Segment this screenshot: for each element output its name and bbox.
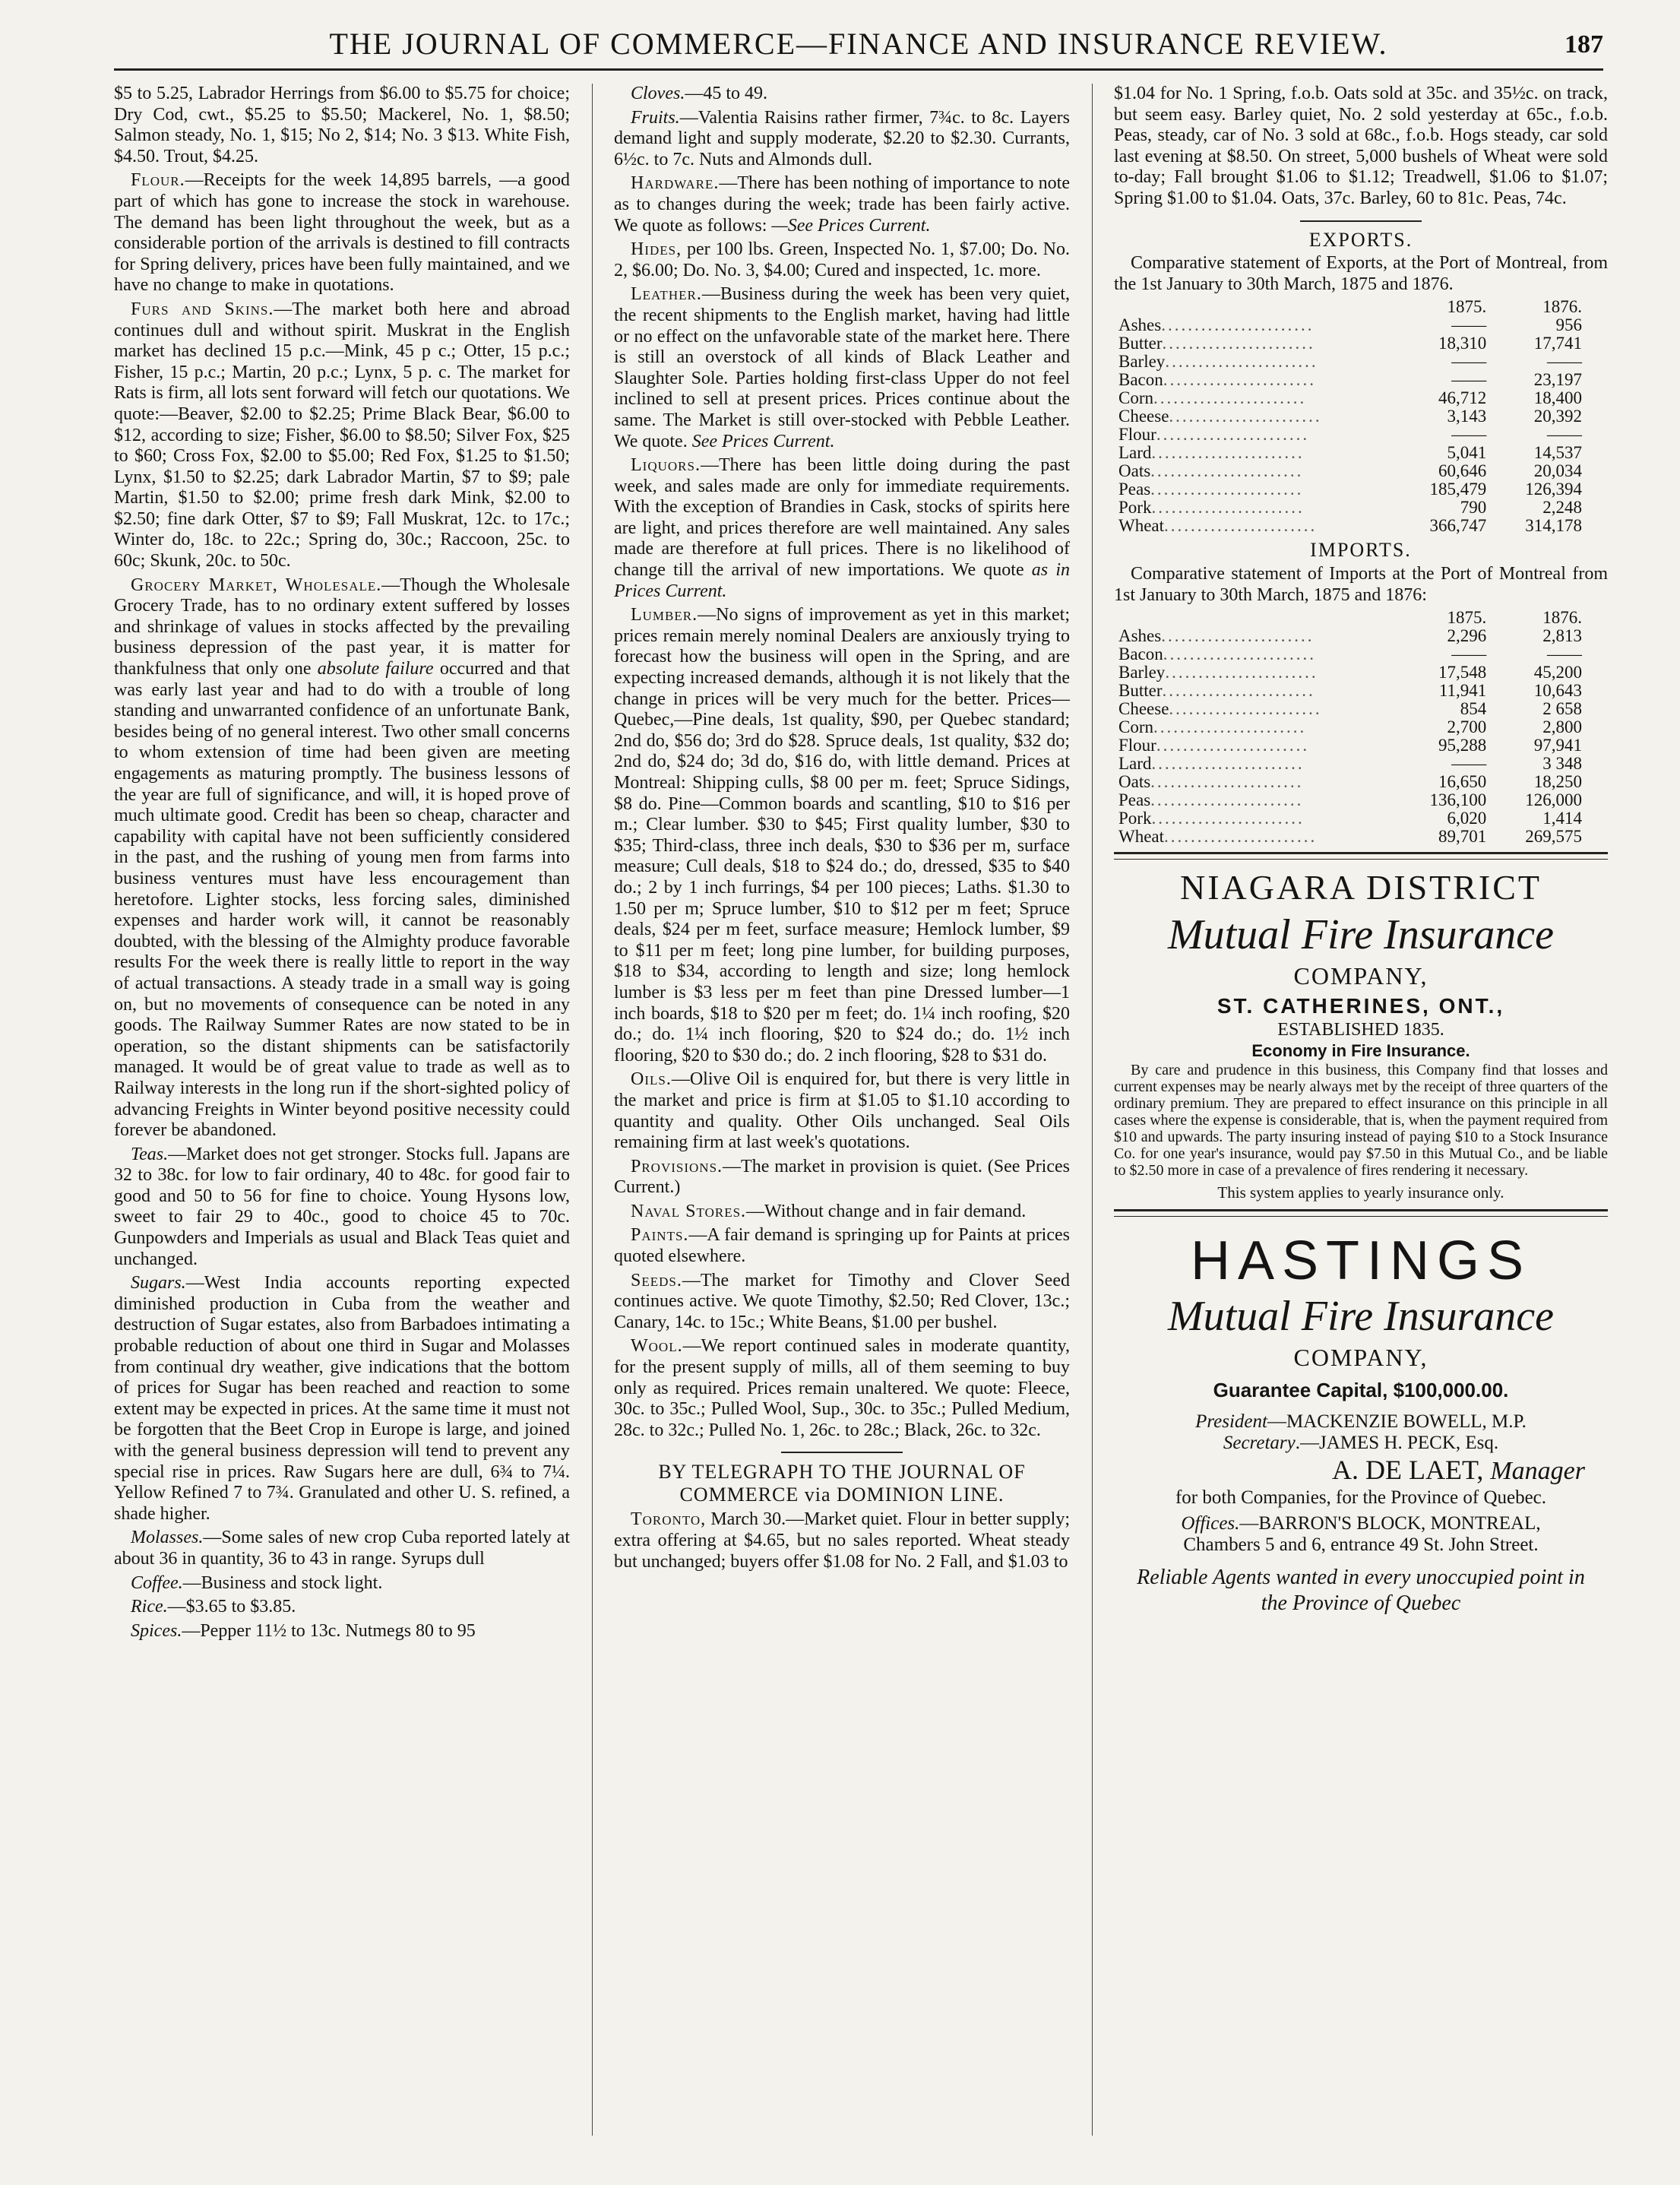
- table-row: [1118, 736, 1590, 755]
- commodity-name: Cheese.......................: [1118, 407, 1322, 426]
- column-markets-2: [614, 84, 1070, 2136]
- commodity-name: Pork.......................: [1118, 809, 1305, 828]
- hardware-see-prices: —See Prices Current.: [771, 215, 931, 236]
- commodity-label: Wheat: [1118, 828, 1165, 847]
- furs-heading: Furs and Skins.: [131, 299, 274, 319]
- commodity-name: Peas.......................: [1118, 480, 1304, 499]
- table-row: [1118, 627, 1590, 645]
- manager-title: Manager: [1490, 1457, 1585, 1486]
- table-row: [1118, 645, 1590, 663]
- niagara-script-title: Mutual Fire Insurance: [1167, 911, 1555, 959]
- grocery-emphasis: absolute failure: [317, 659, 434, 679]
- seeds-paragraph: [614, 1271, 1070, 1334]
- offices-address: —BARRON'S BLOCK, MONTREAL,: [1239, 1513, 1541, 1534]
- commodity-label: Oats: [1118, 773, 1151, 792]
- commodity-label: Cheese: [1118, 407, 1169, 426]
- niagara-established: ESTABLISHED 1835.: [1277, 1020, 1444, 1040]
- advertisement-rule: [1114, 852, 1608, 860]
- commodity-label: Butter: [1118, 682, 1163, 701]
- commodity-name: Butter.......................: [1118, 682, 1315, 701]
- commodity-name: Wheat.......................: [1118, 517, 1318, 536]
- rice-text: —$3.65 to $3.85.: [167, 1597, 296, 1617]
- telegraph-heading: BY TELEGRAPH TO THE JOURNAL OF COMMERCE via DOMINION LINE.: [658, 1461, 1026, 1506]
- commodity-name: Corn.......................: [1118, 718, 1307, 737]
- commodity-label: Lard: [1118, 444, 1152, 463]
- commodity-label: Barley: [1118, 663, 1166, 682]
- commodity-label: Flour: [1118, 736, 1156, 755]
- value-1876: 2,813: [1542, 626, 1582, 646]
- value-1875: 790: [1460, 498, 1487, 518]
- table-row: [1118, 755, 1590, 773]
- commodity-name: Flour.......................: [1118, 736, 1310, 755]
- table-row: [1118, 809, 1590, 828]
- manager-name: A. DE LAET,: [1332, 1455, 1484, 1486]
- value-1875: 185,479: [1429, 480, 1487, 499]
- value-1876: 10,643: [1533, 681, 1582, 701]
- sugars-heading: Sugars.: [131, 1273, 186, 1294]
- value-1876: 20,034: [1533, 461, 1582, 481]
- furs-paragraph: [114, 299, 570, 572]
- oils-text: —Olive Oil is enquired for, but there is very little in the market and price is firm at $1.05 to $1.10 according to quantity and quality. Other Oils unchanged. Seal Oils remaining firm at last week's quotations.: [614, 1069, 1070, 1153]
- table-row: [1118, 426, 1590, 444]
- commodity-label: Oats: [1118, 462, 1151, 481]
- fruits-paragraph: [614, 108, 1070, 171]
- oils-paragraph: [614, 1069, 1070, 1153]
- grocery-heading: Grocery Market, Wholesale.: [131, 575, 382, 595]
- liquors-see-prices: as in Prices Current.: [614, 560, 1070, 601]
- table-row: [1118, 828, 1590, 846]
- imports-title: IMPORTS.: [1310, 539, 1412, 562]
- paints-text: —A fair demand is springing up for Paints at prices quoted elsewhere.: [614, 1225, 1070, 1267]
- seeds-heading: Seeds.: [631, 1270, 682, 1290]
- value-1876: 18,250: [1533, 772, 1582, 792]
- provisions-text: —The market in provision is quiet. (See Prices Current.): [614, 1156, 1070, 1198]
- commodity-name: Peas.......................: [1118, 791, 1304, 810]
- secretary-label: Secretary: [1223, 1433, 1296, 1454]
- table-row: [1118, 499, 1590, 517]
- value-1876: 14,537: [1533, 443, 1582, 463]
- commodity-name: Ashes.......................: [1118, 316, 1315, 335]
- lumber-text: —No signs of improvement as yet in this market; prices remain merely nominal Dealers are anxiously trying to forecast how the business will open in the Spring, and are expecting increased demands, although it is not likely that the change in prices will be very much for the better. Prices—Quebec,—Pine deals, 1st quality, $90, per Quebec standard; 2nd do, $56 do; 3rd do $28. Spruce deals, 1st quality, $32 do; 2nd do, $24 do; 3d do, $16 do, with little demand. Prices at Montreal: Shipping culls, $8 00 per m. feet; Spruce Sidings, $8 do. Pine—Common boards and scantling, $10 to $16 per m.; Clear lumber. $30 to $45; First quality lumber, $30 to $35; Third-class, three inch deals, $30 to $36 per m, surface measure; Cull deals, $18 to $24 do.; do, dressed, $35 to $40 do.; 2 by 1 inch furrings, $4 per 100 pieces; Laths. $1.30 to 1.50 per m; Spruce lumber, $10 to $12 per m feet; Spruce deals, $24 per m feet, surface measure; Hemlock lumber, $9 to $11 per m feet; long pine lumber, for building purposes, $18 to $34, according to length and size; long hemlock lumber is $3 less per m feet than pine Dressed lumber—1 inch boards, $18 to $20 per m feet; do. 1¼ inch roofing, $20 do.; do. 1¼ inch flooring, $20 to $24 do.; do. 1½ inch flooring, $20 to $30 do.; do. 2 inch flooring, $28 to $31 do.: [614, 605, 1070, 1066]
- grocery-paragraph: [114, 575, 570, 1142]
- wool-heading: Wool.: [631, 1336, 683, 1357]
- toronto-cont-paragraph: $1.04 for No. 1 Spring, f.o.b. Oats sold at 35c. and 35½c. on track, but seem easy. Barley quiet, No. 2 sold yesterday at 65c., f.o.b. Peas, steady, car of No. 3 sold at 68c., f.o.b. Hogs steady, car sold last evening at $8.50. On street, 5,000 bushels of Wheat were sold to-day; Fall brought $1.06 to $1.12; Treadwell, $1.06 to $1.07; Spring $1.00 to $1.04. Oats, 37c. Barley, 60 to 81c. Peas, 74c.: [1114, 84, 1608, 208]
- section-rule: [781, 1452, 903, 1453]
- commodity-name: Ashes.......................: [1118, 627, 1315, 646]
- value-1876: 2 658: [1542, 699, 1582, 719]
- commodity-label: Butter: [1118, 334, 1163, 353]
- commodity-name: Pork.......................: [1118, 499, 1305, 518]
- value-1875: 5,041: [1447, 443, 1487, 463]
- lumber-heading: Lumber.: [631, 605, 698, 625]
- fruits-heading: Fruits.: [631, 107, 680, 128]
- commodity-name: Barley.......................: [1118, 663, 1318, 682]
- coffee-text: —Business and stock light.: [182, 1572, 383, 1593]
- molasses-paragraph: [114, 1528, 570, 1569]
- provisions-paragraph: [614, 1157, 1070, 1199]
- exports-intro: Comparative statement of Exports, at the Port of Montreal, from the 1st January to 30th March, 1875 and 1876.: [1114, 253, 1608, 294]
- commodity-label: Corn: [1118, 718, 1153, 737]
- leather-text: —Business during the week has been very quiet, the recent shipments to the English market, having had little or no effect on the unfavorable state of the market here. There is still an overstock of all kinds of Black Leather and Slaughter Sole. Parties holding first-class Upper do not feel inclined to sell at present prices. Prices continue about the same. The Market is still over-stocked with Pebble Leather. We quote.: [614, 284, 1070, 451]
- value-1875: ——: [1451, 352, 1487, 372]
- table-row: [1118, 316, 1590, 334]
- value-1875: 6,020: [1447, 809, 1487, 828]
- value-1876: 45,200: [1533, 663, 1582, 682]
- president-label: President: [1195, 1411, 1267, 1433]
- offices-line: [1114, 1513, 1608, 1534]
- hardware-paragraph: [614, 173, 1070, 236]
- value-1875: 366,747: [1429, 516, 1487, 536]
- niagara-title: NIAGARA DISTRICT: [1179, 868, 1542, 907]
- table-row: [1118, 334, 1590, 353]
- commodity-name: Bacon.......................: [1118, 371, 1317, 390]
- spices-paragraph: [114, 1621, 570, 1642]
- table-row: [1118, 718, 1590, 736]
- column-divider: [1092, 84, 1093, 2136]
- hastings-advertisement: [1114, 1230, 1608, 1617]
- leather-paragraph: [614, 284, 1070, 452]
- commodity-name: Oats.......................: [1118, 462, 1304, 481]
- value-1876: ——: [1547, 425, 1582, 445]
- value-1875: 3,143: [1447, 407, 1487, 426]
- commodity-name: Lard.......................: [1118, 755, 1305, 774]
- furs-text: —The market both here and abroad continues dull and without spirit. Muskrat in the English market has declined 15 p.c.—Mink, 45 p c.; Otter, 15 p.c.; Fisher, 15 p.c.; Martin, 20 p.c.; Lynx, 5 p. c. The market for Rats is firm, all lots sent forward will fetch our quotations. We quote:—Beaver, $2.00 to $2.25; Prime Black Bear, $6.00 to $12, according to size; Fisher, $6.00 to $8.50; Silver Fox, $25 to $60; Cross Fox, $2.00 to $5.00; Red Fox, $1.25 to $1.50; Lynx, $1.50 to $2.25; dark Labrador Martin, $7 to $9; pale Martin, $1.50 to $2.00; prime fresh dark Mink, $2.00 to $2.50; fine dark Otter, $7 to $9; Fall Muskrat, 12c. to 17c.; Winter do, 18c. to 22c.; Spring do, 30c.; Raccoon, 25c. to 60c; Skunk, 20c. to 50c.: [114, 299, 571, 572]
- commodity-label: Pork: [1118, 809, 1152, 828]
- commodity-label: Ashes: [1118, 316, 1162, 335]
- hastings-script-title: Mutual Fire Insurance: [1167, 1293, 1555, 1341]
- niagara-company: COMPANY,: [1293, 962, 1428, 990]
- value-1876: 269,575: [1525, 827, 1582, 847]
- commodity-name: Barley.......................: [1118, 353, 1318, 372]
- commodity-label: Bacon: [1118, 371, 1163, 390]
- cloves-text: —45 to 49.: [685, 84, 767, 103]
- flour-paragraph: [114, 170, 570, 296]
- commodity-label: Lard: [1118, 755, 1152, 774]
- offices-label: Offices.: [1181, 1513, 1240, 1534]
- grocery-text: —Though the Wholesale Grocery Trade, has to no ordinary extent suffered by losses and shrinkage of values in stocks affected by the prevailing business depression of the past year, it is matter for thankfulness that only one: [114, 575, 570, 679]
- molasses-text: —Some sales of new crop Cuba reported lately at about 36 in quantity, 36 to 43 in range. Syrups dull: [114, 1528, 570, 1569]
- value-1875: 11,941: [1438, 681, 1487, 701]
- value-1875: 2,296: [1447, 626, 1487, 646]
- commodity-label: Pork: [1118, 499, 1152, 518]
- commodity-name: Butter.......................: [1118, 334, 1315, 353]
- value-1876: ——: [1547, 352, 1582, 372]
- table-row: [1118, 517, 1590, 535]
- value-1876: 97,941: [1533, 736, 1582, 755]
- commodity-label: Corn: [1118, 389, 1153, 408]
- hastings-capital: Guarantee Capital, $100,000.00.: [1213, 1379, 1509, 1402]
- page-number: 187: [1565, 30, 1603, 59]
- commodity-label: Barley: [1118, 353, 1166, 372]
- value-1876: 23,197: [1533, 370, 1582, 390]
- table-row: [1118, 407, 1590, 426]
- exports-table: [1118, 298, 1590, 535]
- value-1875: 17,548: [1438, 663, 1487, 682]
- section-rule: [1300, 220, 1422, 222]
- table-row: [1118, 371, 1590, 389]
- flour-text: —Receipts for the week 14,895 barrels, —a good part of which has gone to increase the stock in warehouse. The demand has been light throughout the week, but as a considerable portion of the arrivals is destined to fill contracts for Spring delivery, prices have been fully maintained, and we have no change to make in quotations.: [114, 170, 570, 296]
- leather-see-prices: See Prices Current.: [691, 431, 835, 451]
- hastings-title: HASTINGS: [1190, 1230, 1532, 1292]
- oils-heading: Oils.: [631, 1069, 672, 1090]
- coffee-heading: Coffee.: [131, 1572, 183, 1593]
- hides-text: per 100 lbs. Green, Inspected No. 1, $7.00; Do. No. 2, $6.00; Do. No. 3, $4.00; Cured and inspected, 1c. more.: [614, 239, 1071, 280]
- value-1875: ——: [1451, 425, 1487, 445]
- table-row: [1118, 389, 1590, 407]
- value-1875: 18,310: [1438, 334, 1487, 353]
- value-1875: 95,288: [1438, 736, 1487, 755]
- commodity-label: Cheese: [1118, 700, 1169, 719]
- commodity-name: Bacon.......................: [1118, 645, 1317, 664]
- grocery-text-cont: occurred and that was early last year and had to do with a trouble of long standing and unwarranted confidence of an unfortunate Bank, besides being of no general interest. Two other small concerns to whom extension of time had been given are meeting engagements as maturing promptly. The business lessons of the year are full of significance, and will, it is hoped prove of much ultimate good. Credit has been so cheap, character and capability with capital have not been sufficiently considered in the past, and the rushing of young men from farms into business ventures must have less encouragement than heretofore. Lighter stocks, less forcing sales, diminished expenses and harder work will, it cannot be reasonably doubted, with the blessing of the Almighty produce favorable results For the week there is really little to report in the way of actual transactions. A steady trade in a small way is going on, but no movements of consequence can be noted in any goods. The Railway Summer Rates are now stated to be in operation, so the distant shipments can be satisfactorily managed. It would be of great value to trade as well as to Railway interests in the long run if the short-sighted policy of advancing Freights in Winter beyond positive necessity could forever be abandoned.: [114, 659, 570, 1141]
- toronto-text: March 30.—Market quiet. Flour in better supply; extra offering at $4.65, but no sales reported. Wheat steady but unchanged; buyers offer $1.08 for No. 2 Fall, and $1.03 to: [614, 1509, 1071, 1572]
- value-1875: 60,646: [1438, 461, 1487, 481]
- paints-paragraph: [614, 1225, 1070, 1267]
- niagara-note: This system applies to yearly insurance only.: [1217, 1183, 1504, 1202]
- value-1876: 126,000: [1525, 790, 1582, 810]
- commodity-label: Peas: [1118, 791, 1151, 810]
- niagara-body: By care and prudence in this business, this Company find that losses and current expenses may be nearly always met by the receipt of three quarters of the ordinary premium. They are prepared to effect insurance on this principle in all cases where the expense is considerable, that is, when the payment required from $10 and upwards. The party insuring instead of paying $10 to a Stock Insurance Co. for one year's insurance, would pay $7.50 in this Mutual Co., and be liable to $2.50 more in case of a prevalence of fires rendering it necessary.: [1114, 1062, 1608, 1180]
- provisions-heading: Provisions.: [631, 1156, 723, 1176]
- value-1876: 314,178: [1525, 516, 1582, 536]
- table-row: [1118, 462, 1590, 480]
- exports-col-1876: 1876.: [1542, 297, 1582, 317]
- liquors-paragraph: [614, 455, 1070, 602]
- value-1876: 2,248: [1542, 498, 1582, 518]
- both-companies: for both Companies, for the Province of Quebec.: [1175, 1487, 1547, 1509]
- cloves-paragraph: [614, 84, 1070, 105]
- seeds-text: —The market for Timothy and Clover Seed continues active. We quote Timothy, $2.50; Red Clover, 13c.; Canary, 14c. to 15c.; White Beans, $1.00 per bushel.: [614, 1270, 1070, 1332]
- table-row: [1118, 682, 1590, 700]
- exports-col-1875: 1875.: [1447, 297, 1487, 317]
- value-1876: ——: [1547, 644, 1582, 664]
- teas-text: —Market does not get stronger. Stocks full. Japans are 32 to 38c. for low to fair ordinary, 40 to 48c. for good fair to good and 50 to 56 for fine to choice. Young Hysons low, sweet to fair 29 to 40c., good to choice 45 to 70c. Gunpowders and Imperials as usual and Black Teas quiet and unchanged.: [114, 1144, 570, 1269]
- naval-stores-paragraph: [614, 1202, 1070, 1223]
- hides-paragraph: [614, 239, 1070, 281]
- table-row: [1118, 480, 1590, 499]
- secretary-line: [1114, 1433, 1608, 1454]
- spices-heading: Spices.: [131, 1620, 182, 1641]
- value-1875: ——: [1451, 315, 1487, 335]
- rice-heading: Rice.: [131, 1597, 168, 1617]
- niagara-advertisement: [1114, 867, 1608, 1203]
- leather-heading: Leather.: [631, 284, 702, 305]
- cloves-heading: Cloves.: [631, 84, 685, 103]
- value-1875: 16,650: [1438, 772, 1487, 792]
- value-1875: ——: [1451, 370, 1487, 390]
- table-row: [1118, 353, 1590, 371]
- hastings-company: COMPANY,: [1293, 1344, 1428, 1372]
- value-1875: 46,712: [1438, 388, 1487, 408]
- value-1876: 20,392: [1533, 407, 1582, 426]
- president-line: [1114, 1411, 1608, 1433]
- value-1876: 126,394: [1525, 480, 1582, 499]
- lumber-paragraph: [614, 605, 1070, 1066]
- imports-col-1875: 1875.: [1447, 608, 1487, 628]
- page-header: [114, 23, 1603, 71]
- table-row: [1118, 773, 1590, 791]
- wool-text: —We report continued sales in moderate quantity, for the present supply of mills, all of them seeming to buy only as required. Prices remain unaltered. We quote: Fleece, 30c. to 35c.; Pulled Wool, Sup., 30c. to 35c.; Pulled Medium, 28c. to 32c.; Pulled No. 1, 26c. to 28c.; Black, 26c. to 32c.: [614, 1336, 1070, 1440]
- fruits-text: —Valentia Raisins rather firmer, 7¾c. to 8c. Layers demand light and supply moderate, $2.20 to $2.30. Currants, 6½c. to 7c. Nuts and Almonds dull.: [614, 107, 1070, 169]
- teas-paragraph: [114, 1145, 570, 1271]
- commodity-name: Lard.......................: [1118, 444, 1305, 463]
- wool-paragraph: [614, 1336, 1070, 1441]
- molasses-heading: Molasses.: [131, 1528, 204, 1548]
- table-row: [1118, 444, 1590, 462]
- sugars-paragraph: [114, 1273, 570, 1525]
- value-1876: 18,400: [1533, 388, 1582, 408]
- niagara-place: ST. CATHERINES, ONT.,: [1216, 994, 1505, 1018]
- coffee-paragraph: [114, 1573, 570, 1594]
- value-1876: 956: [1555, 315, 1582, 335]
- column-markets-1: [114, 84, 570, 2136]
- hardware-heading: Hardware.: [631, 173, 720, 194]
- naval-stores-heading: Naval Stores.: [631, 1201, 747, 1221]
- commodity-label: Ashes: [1118, 627, 1162, 646]
- commodity-label: Peas: [1118, 480, 1151, 499]
- liquors-heading: Liquors.: [631, 455, 701, 476]
- commodity-name: Oats.......................: [1118, 773, 1304, 792]
- secretary-name: .—JAMES H. PECK, Esq.: [1295, 1433, 1499, 1454]
- commodity-name: Cheese.......................: [1118, 700, 1322, 719]
- commodity-label: Bacon: [1118, 645, 1163, 664]
- toronto-heading: Toronto,: [631, 1509, 707, 1530]
- chambers-line: Chambers 5 and 6, entrance 49 St. John Street.: [1183, 1534, 1539, 1556]
- commodity-name: Wheat.......................: [1118, 828, 1318, 847]
- teas-heading: Teas.: [131, 1144, 169, 1164]
- value-1875: ——: [1451, 644, 1487, 664]
- paints-heading: Paints.: [631, 1225, 689, 1246]
- commodity-label: Wheat: [1118, 517, 1165, 536]
- value-1875: 854: [1460, 699, 1487, 719]
- manager-line: [1114, 1454, 1608, 1487]
- table-row: [1118, 791, 1590, 809]
- commodity-name: Corn.......................: [1118, 389, 1307, 408]
- table-row: [1118, 700, 1590, 718]
- imports-intro: Comparative statement of Imports at the Port of Montreal from 1st January to 30th March, 1875 and 1876:: [1114, 563, 1608, 605]
- exports-title: EXPORTS.: [1308, 228, 1413, 251]
- value-1875: 89,701: [1438, 827, 1487, 847]
- rice-paragraph: [114, 1597, 570, 1618]
- agents-wanted: Reliable Agents wanted in every unoccupied point in the Province of Quebec: [1137, 1566, 1585, 1616]
- journal-title: THE JOURNAL OF COMMERCE—FINANCE AND INSURANCE REVIEW.: [329, 27, 1388, 61]
- imports-col-1876: 1876.: [1542, 608, 1582, 628]
- fish-paragraph: $5 to 5.25, Labrador Herrings from $6.00 to $5.75 for choice; Dry Cod, cwt., $5.25 to $5.50; Mackerel, No. 1, $8.50; Salmon steady, No. 1, $15; No 2, $14; No. 3 $13. White Fish, $4.50. Trout, $4.25.: [114, 84, 570, 166]
- sugars-text: —West India accounts reporting expected diminished production in Cuba from the weather and destruction of Sugar estates, also from Barbadoes intimating a probable reduction of about one third in Sugar and Molasses from continual dry weather, give indications that the bottom of prices for Sugar has been reached and reaction to some extent may be expected in prices. At the same time it must not be forgotten that the Beet Crop in Europe is large, and joined with the general business depression will tend to prevent any special rise in prices. Raw Sugars here are dull, 6¾ to 7¼. Yellow Refined 7 to 7¾. Granulated and other U. S. refined, a shade higher.: [114, 1273, 570, 1524]
- value-1875: ——: [1451, 754, 1487, 774]
- value-1876: 2,800: [1542, 717, 1582, 737]
- toronto-paragraph: [614, 1509, 1070, 1572]
- niagara-slogan: Economy in Fire Insurance.: [1251, 1041, 1470, 1061]
- imports-table: [1118, 609, 1590, 846]
- naval-stores-text: —Without change and in fair demand.: [746, 1201, 1027, 1221]
- table-row: [1118, 663, 1590, 682]
- flour-heading: Flour.: [131, 170, 185, 191]
- value-1876: 3 348: [1542, 754, 1582, 774]
- column-divider: [592, 84, 593, 2136]
- commodity-label: Flour: [1118, 426, 1156, 445]
- column-statistics-ads: [1114, 84, 1608, 2151]
- spices-text: —Pepper 11½ to 13c. Nutmegs 80 to 95: [182, 1620, 476, 1641]
- value-1875: 136,100: [1429, 790, 1487, 810]
- president-name: —MACKENZIE BOWELL, M.P.: [1267, 1411, 1527, 1433]
- liquors-text: —There has been little doing during the past week, and sales made are only for immediate requirements. With the exception of Brandies in Cask, stocks of spirits here are light, and prices therefore are well maintained. Any sales made are therefore at full prices. There is no likelihood of change till the arrival of new importations. We quote: [614, 455, 1070, 581]
- value-1876: 17,741: [1533, 334, 1582, 353]
- value-1876: 1,414: [1542, 809, 1582, 828]
- hides-heading: Hides,: [631, 239, 682, 260]
- commodity-name: Flour.......................: [1118, 426, 1310, 445]
- advertisement-rule: [1114, 1209, 1608, 1217]
- hardware-text: —There has been nothing of importance to note as to changes during the week; trade has been fairly active. We quote as follows:: [614, 173, 1070, 236]
- value-1875: 2,700: [1447, 717, 1487, 737]
